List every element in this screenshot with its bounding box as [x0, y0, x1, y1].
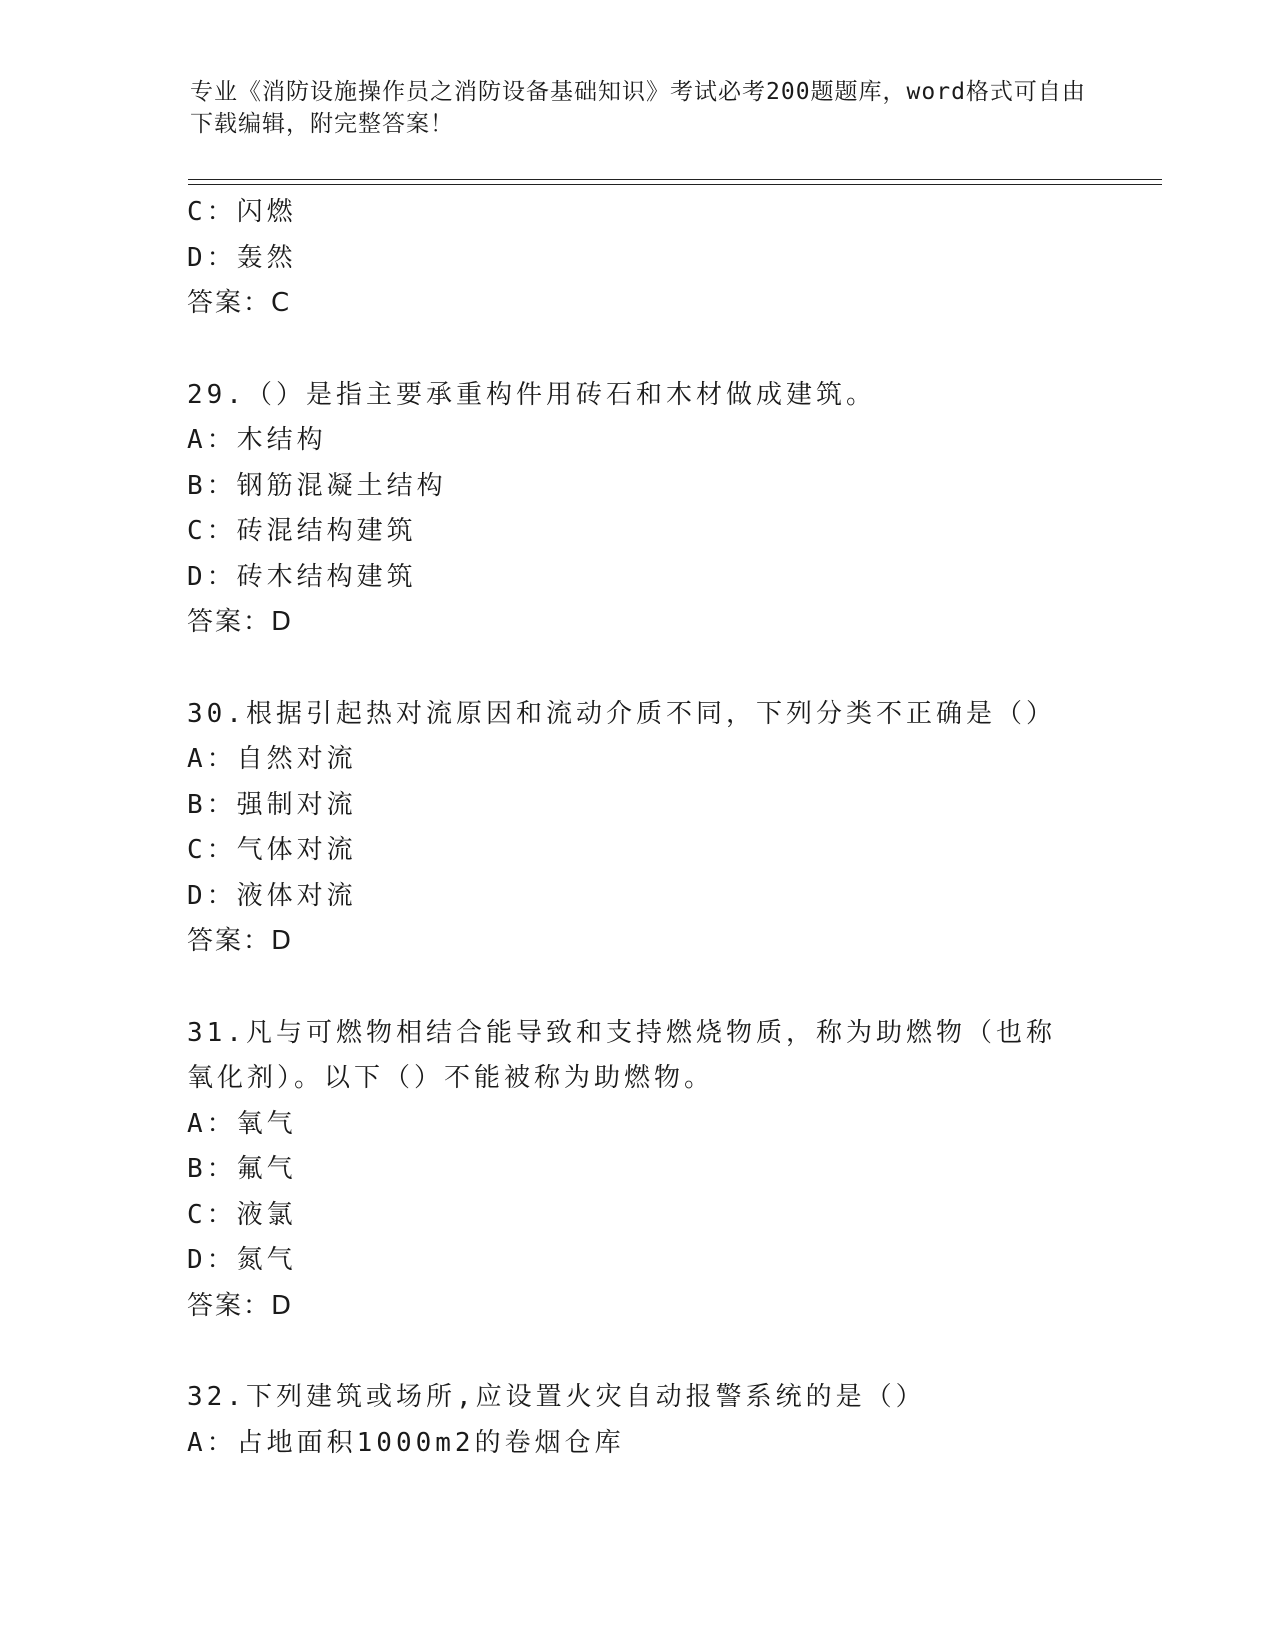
answer-line: 答案：D	[187, 607, 294, 637]
answer-line: 答案：C	[187, 288, 292, 318]
spacer	[187, 327, 1087, 373]
spacer	[187, 965, 1087, 1011]
answer-line: 答案：D	[187, 1290, 294, 1321]
question-stem: 30.根据引起热对流原因和流动介质不同，下列分类不正确是（）	[187, 698, 1056, 729]
option-b: B：钢筋混凝土结构	[187, 470, 447, 501]
option-a: A：木结构	[187, 425, 327, 455]
question-stem: 29.（）是指主要承重构件用砖石和木材做成建筑。	[187, 379, 876, 410]
option-a: A：自然对流	[187, 744, 357, 774]
header-divider-bottom	[188, 184, 1162, 185]
option-b: B：氟气	[187, 1154, 297, 1184]
option-d: D：氮气	[187, 1245, 297, 1275]
option-c: C：液氯	[187, 1199, 297, 1230]
option-a: A：氧气	[187, 1108, 297, 1139]
question-partial	[187, 190, 1087, 327]
question-stem: 31.凡与可燃物相结合能导致和支持燃烧物质，称为助燃物（也称氧化剂）。以下（）不能被称为助燃物。	[187, 1017, 1056, 1093]
option-c: C：砖混结构建筑	[187, 516, 417, 546]
document-title: 专业《消防设施操作员之消防设备基础知识》考试必考200题题库，word格式可自由下载编辑，附完整答案！	[190, 79, 1086, 137]
spacer	[187, 646, 1087, 692]
option-d: D：轰然	[187, 242, 297, 273]
header-divider-top	[188, 179, 1162, 180]
question-32	[187, 1375, 1087, 1466]
answer-line: 答案：D	[187, 926, 294, 956]
option-d: D：液体对流	[187, 880, 357, 911]
option-a: A：占地面积1000m2的卷烟仓库	[187, 1427, 625, 1458]
spacer	[187, 1329, 1087, 1375]
question-30	[187, 692, 1087, 965]
document-header	[190, 76, 1090, 140]
question-31	[187, 1011, 1087, 1330]
option-c: C：气体对流	[187, 835, 357, 865]
option-c: C：闪燃	[187, 197, 297, 227]
option-d: D：砖木结构建筑	[187, 561, 417, 592]
question-list	[187, 190, 1087, 1466]
option-b: B：强制对流	[187, 789, 357, 820]
question-29	[187, 373, 1087, 646]
question-stem: 32.下列建筑或场所,应设置火灾自动报警系统的是（）	[187, 1382, 926, 1412]
